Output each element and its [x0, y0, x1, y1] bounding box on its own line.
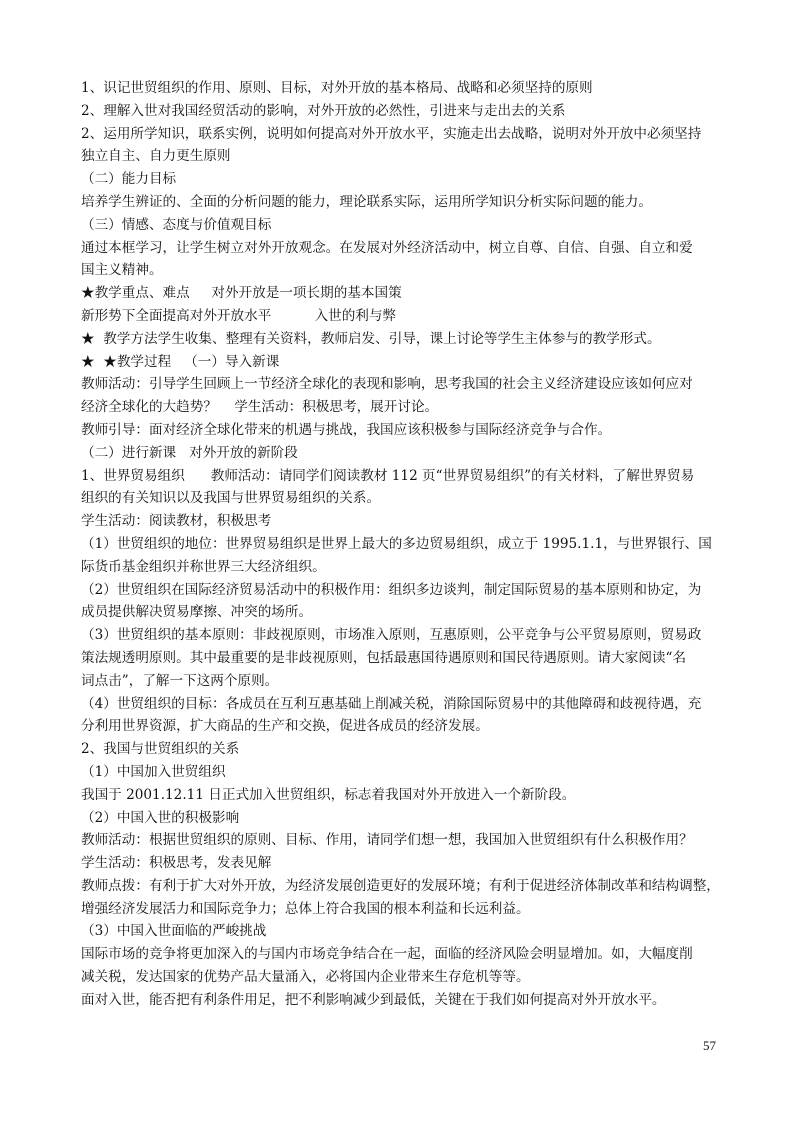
- text-line: 经济全球化的大趋势？ 学生活动：积极思考，展开讨论。: [81, 399, 439, 416]
- section-heading: （2）中国入世的积极影响: [81, 809, 240, 826]
- page-number: 57: [703, 1038, 716, 1053]
- text-line: 成员提供解决贸易摩擦、冲突的场所。: [81, 604, 313, 621]
- text-line: 组织的有关知识以及我国与世界贸易组织的关系。: [81, 490, 381, 507]
- text-line: ★教学重点、难点 对外开放是一项长期的基本国策: [81, 285, 402, 302]
- text-line: 学生活动：阅读教材，积极思考: [81, 513, 272, 530]
- text-line: 独立自主、自力更生原则: [81, 148, 231, 165]
- text-line: 增强经济发展活力和国际竞争力；总体上符合我国的根本利益和长远利益。: [81, 900, 530, 917]
- text-line: 教师活动：根据世贸组织的原则、目标、作用，请同学们想一想，我国加入世贸组织有什么积极作用？: [81, 832, 693, 849]
- text-line: （2）世贸组织在国际经济贸易活动中的积极作用：组织多边谈判，制定国际贸易的基本原则和协定，为: [81, 581, 702, 598]
- section-heading: （二）能力目标: [81, 171, 177, 188]
- document-body: [81, 77, 721, 1012]
- text-line: ★ ★教学过程 （一）导入新课: [81, 353, 280, 370]
- text-line: 词点击”，了解一下这两个原则。: [81, 672, 279, 689]
- text-line: 国主义精神。: [81, 262, 163, 279]
- section-heading: （1）中国加入世贸组织: [81, 763, 226, 780]
- section-heading: 2、我国与世贸组织的关系: [81, 741, 240, 758]
- section-heading: （3）中国入世面临的严峻挑战: [81, 923, 267, 940]
- text-line: 国际市场的竞争将更加深入的与国内市场竞争结合在一起，面临的经济风险会明显增加。如，大幅度削: [81, 946, 693, 963]
- text-line: （3）世贸组织的基本原则：非歧视原则，市场准入原则，互惠原则，公平竞争与公平贸易原则，贸易政: [81, 627, 702, 644]
- text-line: 减关税，发达国家的优势产品大量涌入，必将国内企业带来生存危机等等。: [81, 969, 530, 986]
- section-heading: （二）进行新课 对外开放的新阶段: [81, 444, 298, 461]
- text-line: 教师引导：面对经济全球化带来的机遇与挑战，我国应该积极参与国际经济竞争与合作。: [81, 421, 612, 438]
- text-line: 2、运用所学知识，联系实例，说明如何提高对外开放水平，实施走出去战略，说明对外开放中必须坚持: [81, 125, 702, 142]
- text-line: 1、识记世贸组织的作用、原则、目标，对外开放的基本格局、战略和必须坚持的原则: [81, 80, 593, 96]
- text-line: ★ 教学方法学生收集、整理有关资料，教师启发、引导，课上讨论等学生主体参与的教学形式。: [81, 330, 661, 347]
- text-line: 分利用世界资源，扩大商品的生产和交换，促进各成员的经济发展。: [81, 718, 489, 735]
- text-line: 我国于 2001.12.11 日正式加入世贸组织，标志着我国对外开放进入一个新阶段。: [81, 786, 576, 803]
- text-line: 教师点拨：有利于扩大对外开放，为经济发展创造更好的发展环境；有利于促进经济体制改革和结构调整，: [81, 877, 720, 894]
- section-heading: （三）情感、态度与价值观目标: [81, 216, 272, 233]
- text-line: （1）世贸组织的地位：世界贸易组织是世界上最大的多边贸易组织，成立于 1995.1.1，与世界银行、国: [81, 535, 712, 552]
- text-line: 1、世界贸易组织 教师活动：请同学们阅读教材 112 页“世界贸易组织”的有关材料，了解世界贸易: [81, 467, 695, 484]
- text-line: 新形势下全面提高对外开放水平 入世的利与弊: [81, 307, 397, 324]
- text-line: 际货币基金组织并称世界三大经济组织。: [81, 558, 326, 575]
- text-line: 教师活动：引导学生回顾上一节经济全球化的表现和影响，思考我国的社会主义经济建设应该如何应对: [81, 376, 693, 393]
- text-line: 2、理解入世对我国经贸活动的影响，对外开放的必然性，引进来与走出去的关系: [81, 102, 566, 119]
- text-line: 策法规透明原则。其中最重要的是非歧视原则，包括最惠国待遇原则和国民待遇原则。请大家阅读“名: [81, 649, 687, 666]
- text-line: 面对入世，能否把有利条件用足，把不利影响减少到最低，关键在于我们如何提高对外开放水平。: [81, 991, 666, 1008]
- text-line: 通过本框学习，让学生树立对外开放观念。在发展对外经济活动中，树立自尊、自信、自强、自立和爱: [81, 239, 693, 256]
- text-line: 学生活动：积极思考，发表见解: [81, 855, 272, 872]
- text-line: 培养学生辨证的、全面的分析问题的能力，理论联系实际，运用所学知识分析实际问题的能力。: [81, 193, 652, 210]
- text-line: （4）世贸组织的目标：各成员在互利互惠基础上削减关税，消除国际贸易中的其他障碍和歧视待遇，充: [81, 695, 702, 712]
